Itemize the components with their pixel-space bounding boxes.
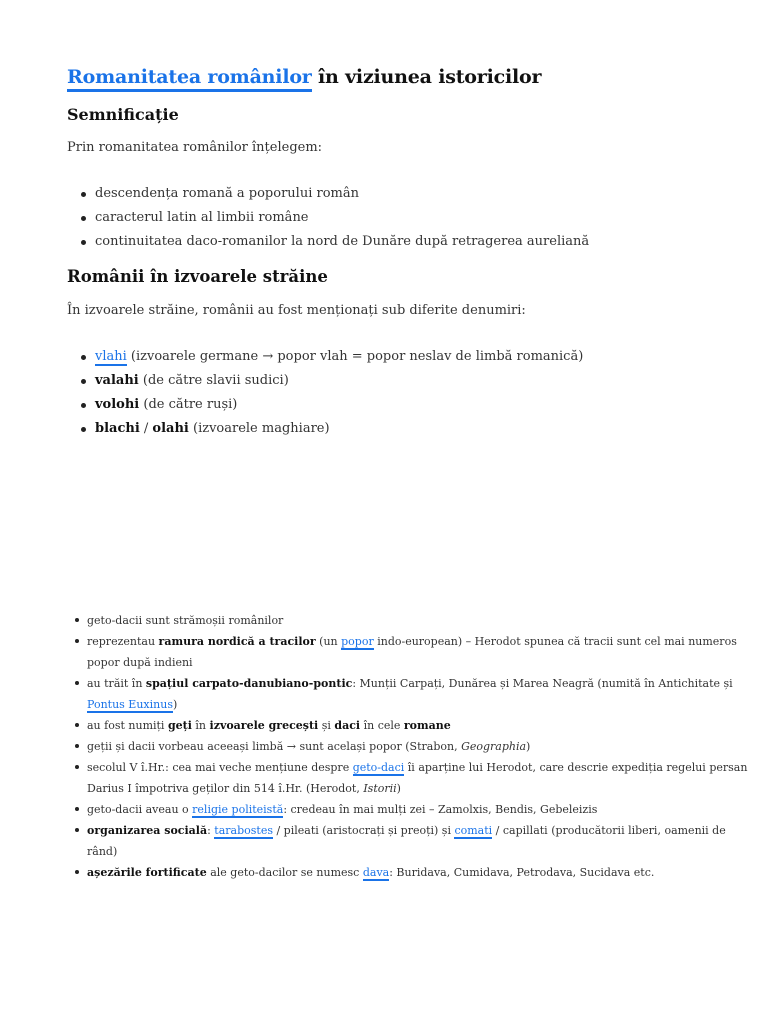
item-text: / (139, 421, 153, 436)
item-text: îi aparține lui Herodot, care descrie expediția regelui persan Darius I împotriva geților din 514 î.Hr. (Herodot, (87, 761, 748, 795)
list-item (67, 820, 757, 862)
item-text: indo-european) – Herodot spunea că tracii sunt cel mai numeros popor după indieni (87, 635, 737, 669)
list-item (67, 396, 583, 420)
item-text: ) (396, 782, 401, 795)
item-text: : Buridava, Cumidava, Petrodava, Sucidava etc. (389, 866, 655, 879)
bold-text: ramura nordică a tracilor (158, 635, 316, 648)
item-text: au fost numiți (87, 719, 168, 732)
link-vlahi[interactable]: vlahi (95, 349, 127, 364)
list-item (67, 736, 757, 757)
list-item (67, 673, 757, 715)
list-item (67, 799, 757, 820)
bold-text: daci (334, 719, 361, 732)
bold-text: organizarea socială (87, 824, 208, 837)
term-blachi: blachi (95, 421, 140, 436)
heading-semnificatie: Semnificație (67, 105, 179, 124)
italic-text: Geographia (461, 740, 527, 753)
item-text: (un (315, 635, 342, 648)
bold-text: spațiul carpato-danubiano-pontic (145, 677, 353, 690)
list-geto-daci (67, 610, 757, 883)
item-text: : credeau în mai mulți zei – Zamolxis, Bendis, Gebeleizis (283, 803, 598, 816)
item-text: geții și dacii vorbeau aceeași limbă → sunt același popor (Strabon, (87, 740, 462, 753)
bold-text: romane (403, 719, 451, 732)
intro-semnificatie: Prin romanitatea românilor înțelegem: (67, 140, 323, 155)
item-text: secolul V î.Hr.: cea mai veche mențiune despre (87, 761, 353, 774)
list-item: descendența romană a poporului român (67, 185, 589, 209)
term-valahi: valahi (95, 373, 139, 388)
item-text: în (191, 719, 210, 732)
item-text: : (207, 824, 215, 837)
term-olahi: olahi (152, 421, 189, 436)
list-semnificatie (67, 185, 589, 257)
page-title (67, 66, 541, 88)
list-item: caracterul latin al limbii române (67, 209, 589, 233)
title-link[interactable]: Romanitatea românilor (67, 66, 312, 92)
list-item (67, 372, 583, 396)
item-text: (izvoarele germane → popor vlah = popor neslav de limbă romanică) (126, 349, 584, 364)
item-text: ale geto-dacilor se numesc (206, 866, 363, 879)
item-text: ) (172, 698, 178, 711)
list-item (67, 757, 757, 799)
item-text: au trăit în (87, 677, 146, 690)
item-text: geto-dacii aveau o (87, 803, 193, 816)
list-item (67, 420, 583, 444)
list-item (67, 862, 757, 883)
item-text: și (318, 719, 335, 732)
item-text: (izvoarele maghiare) (188, 421, 330, 436)
list-item (67, 631, 757, 673)
item-text: reprezentau (87, 635, 159, 648)
item-text: geto-dacii sunt strămoșii românilor (87, 614, 284, 627)
link-popor[interactable]: popor (341, 635, 374, 648)
list-item: continuitatea daco-romanilor la nord de Dunăre după retragerea aureliană (67, 233, 589, 257)
link-tarabostes[interactable]: tarabostes (214, 824, 273, 837)
list-item (67, 610, 757, 631)
link-pontus-euxinus[interactable]: Pontus Euxinus (87, 698, 173, 711)
heading-romanii-izvoare: Românii în izvoarele străine (67, 267, 328, 286)
bold-text: așezările fortificate (87, 866, 207, 879)
list-item (67, 348, 583, 372)
italic-text: Istorii (363, 782, 397, 795)
item-text: / capillati (producătorii liberi, oamenii de rând) (87, 824, 726, 858)
bold-text: geți (167, 719, 192, 732)
term-volohi: volohi (95, 397, 140, 412)
item-text: / pileati (aristocrați și preoți) și (272, 824, 455, 837)
item-text: (de către slavii sudici) (138, 373, 289, 388)
link-religie-politeista[interactable]: religie politeistă (192, 803, 284, 816)
item-text: ) (526, 740, 531, 753)
item-text: : Munții Carpați, Dunărea și Marea Neagră (numită în Antichitate și (352, 677, 733, 690)
bold-text: izvoarele grecești (209, 719, 319, 732)
intro-denumiri: În izvoarele străine, românii au fost menționați sub diferite denumiri: (67, 303, 526, 318)
link-comati[interactable]: comati (454, 824, 493, 837)
item-text: în cele (360, 719, 404, 732)
list-item (67, 715, 757, 736)
list-denumiri (67, 348, 583, 444)
item-text: (de către ruși) (139, 397, 238, 412)
title-rest: în viziunea istoricilor (311, 66, 542, 88)
link-dava[interactable]: dava (362, 866, 390, 879)
link-geto-daci[interactable]: geto-daci (352, 761, 405, 774)
